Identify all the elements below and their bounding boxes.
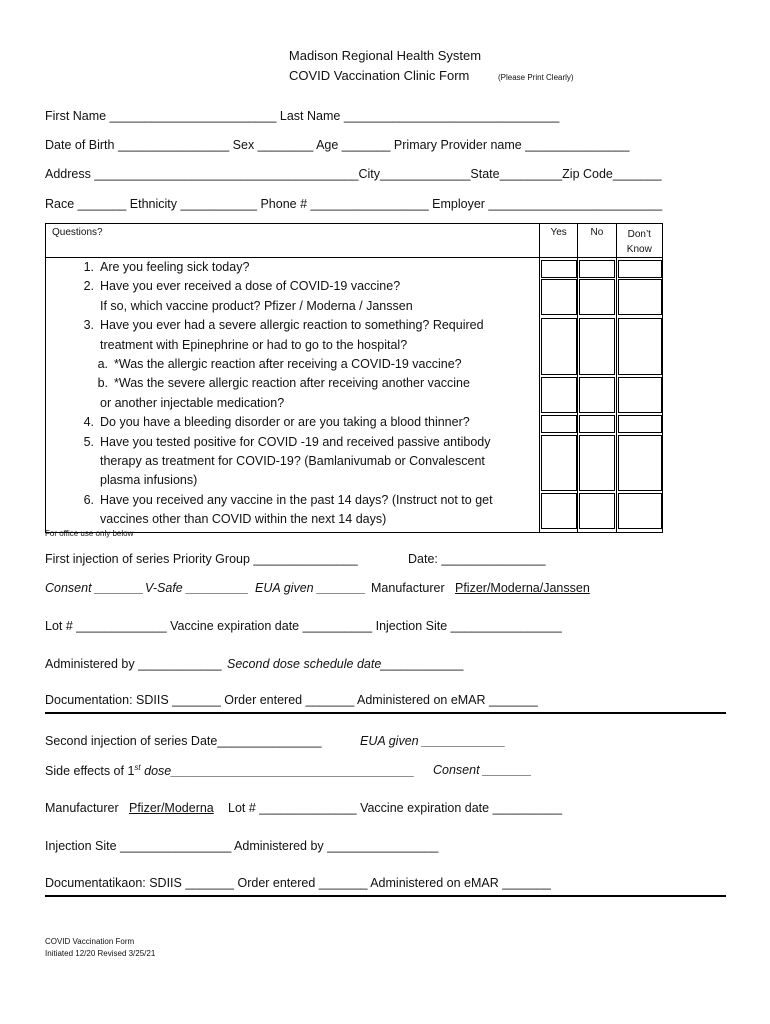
q3b-yes-box[interactable]: [541, 377, 577, 413]
q6-no-box[interactable]: [579, 493, 615, 529]
divider-2: [45, 895, 726, 897]
second-dose-schedule-field[interactable]: ____________: [380, 657, 464, 671]
administered-by-field[interactable]: Administered by ____________: [45, 657, 222, 671]
question-3b: b. *Was the severe allergic reaction after receiving another vaccine: [97, 376, 470, 391]
print-note: (Please Print Clearly): [498, 73, 574, 82]
second-documentation-line[interactable]: Documentatikaon: SDIIS _______ Order entered _______ Administered on eMAR _______: [45, 876, 551, 890]
side-effects-field[interactable]: Side effects of 1st dose___________________________________: [45, 763, 415, 779]
second-consent-field[interactable]: Consent _______: [433, 763, 532, 777]
q1-yes-box[interactable]: [541, 260, 577, 278]
q6-dk-box[interactable]: [618, 493, 662, 529]
divider-1: [45, 712, 726, 714]
eua-field[interactable]: EUA given _______: [255, 581, 366, 595]
col-dont-know: Don’t Know: [616, 224, 662, 258]
q6-yes-box[interactable]: [541, 493, 577, 529]
race-line[interactable]: Race _______ Ethnicity ___________ Phone # _________________ Employer _________________________: [45, 197, 663, 211]
q1-no-box[interactable]: [579, 260, 615, 278]
q2-no-box[interactable]: [579, 279, 615, 315]
org-name: Madison Regional Health System: [288, 48, 482, 63]
footer-revision: Initiated 12/20 Revised 3/25/21: [45, 949, 156, 958]
second-lot-line[interactable]: Lot # ______________ Vaccine expiration date __________: [228, 801, 563, 815]
q1-dk-box[interactable]: [618, 260, 662, 278]
q4-dk-box[interactable]: [618, 415, 662, 433]
second-manufacturer-options[interactable]: Pfizer/Moderna: [129, 801, 214, 815]
question-2: 2. Have you ever received a dose of COVID-19 vaccine?: [83, 279, 401, 294]
second-eua-field[interactable]: EUA given ____________: [360, 734, 506, 748]
documentation-line[interactable]: Documentation: SDIIS _______ Order entered _______ Administered on eMAR _______: [45, 693, 538, 707]
second-injection-line[interactable]: Second injection of series Date_______________: [45, 734, 322, 748]
form-title: COVID Vaccination Clinic Form: [289, 68, 470, 83]
q3b-no-box[interactable]: [579, 377, 615, 413]
q4-yes-box[interactable]: [541, 415, 577, 433]
dob-line[interactable]: Date of Birth ________________ Sex ________ Age _______ Primary Provider name _______________: [45, 138, 630, 152]
answer-col-no: [578, 258, 616, 533]
q2-yes-box[interactable]: [541, 279, 577, 315]
answer-col-yes: [540, 258, 578, 533]
q3-no-box[interactable]: [579, 318, 615, 375]
questions-list: 1. Are you feeling sick today? 2. Have you ever received a dose of COVID-19 vaccine? If so, which vaccine product? Pfizer / Moderna / Janssen 3. Have you ever had a severe allergic reaction to something? Required treatment with Epinephrine or had to go to the hospital? a. *Was the allergic reaction after receiving a COVID-19 vaccine? b. *Was the severe allergic reaction after receiving another vaccine or another injectable medication? 4. Do you have a bleeding disorder or are you taking a blood thinner? 5. Have you tested positive for COVID -19 and received passive antibody therapy as treatment for COVID-19? (Bamlanivumab or Convalescent plasma infusions) 6. Have you received any vaccine in the past 14 days? (Instruct not to get vaccines other than COVID within the next 14 days): [46, 258, 540, 533]
vsafe-field[interactable]: V-Safe _________: [145, 581, 249, 595]
second-dose-schedule-label: Second dose schedule date: [227, 657, 382, 671]
first-injection-line[interactable]: First injection of series Priority Group _______________: [45, 552, 358, 566]
q5-no-box[interactable]: [579, 435, 615, 491]
col-no: No: [578, 224, 616, 258]
q2-dk-box[interactable]: [618, 279, 662, 315]
questions-header: Questions?: [46, 224, 540, 258]
q3b-dk-box[interactable]: [618, 377, 662, 413]
first-injection-date[interactable]: Date: _______________: [408, 552, 546, 566]
q4-no-box[interactable]: [579, 415, 615, 433]
q5-dk-box[interactable]: [618, 435, 662, 491]
q3-yes-box[interactable]: [541, 318, 577, 375]
question-5: 5. Have you tested positive for COVID -19 and received passive antibody: [83, 434, 491, 449]
lot-line[interactable]: Lot # _____________ Vaccine expiration date __________ Injection Site ________________: [45, 619, 562, 633]
question-3: 3. Have you ever had a severe allergic reaction to something? Required: [83, 318, 484, 333]
screening-questions-table: [45, 223, 663, 533]
second-site-admin-line[interactable]: Injection Site ________________ Administered by ________________: [45, 839, 439, 853]
question-3a: a. *Was the allergic reaction after receiving a COVID-19 vaccine?: [97, 357, 462, 372]
manufacturer-options[interactable]: Pfizer/Moderna/Janssen: [455, 581, 590, 595]
office-use-note: For office use only below: [45, 529, 134, 538]
answer-col-dont-know: [616, 258, 662, 533]
q5-yes-box[interactable]: [541, 435, 577, 491]
question-6: 6. Have you received any vaccine in the past 14 days? (Instruct not to get: [83, 492, 493, 507]
consent-field[interactable]: Consent _______: [45, 581, 144, 595]
second-manufacturer-label: Manufacturer: [45, 801, 119, 815]
name-line[interactable]: First Name ________________________ Last Name _______________________________: [45, 109, 560, 123]
manufacturer-label: Manufacturer: [371, 581, 445, 595]
footer-form-name: COVID Vaccination Form: [45, 937, 135, 946]
col-yes: Yes: [540, 224, 578, 258]
question-1: 1. Are you feeling sick today?: [83, 260, 250, 274]
address-line[interactable]: Address ______________________________________City_____________State_________Zip Code_______: [45, 167, 662, 181]
q3-dk-box[interactable]: [618, 318, 662, 375]
question-4: 4. Do you have a bleeding disorder or are you taking a blood thinner?: [83, 415, 470, 430]
